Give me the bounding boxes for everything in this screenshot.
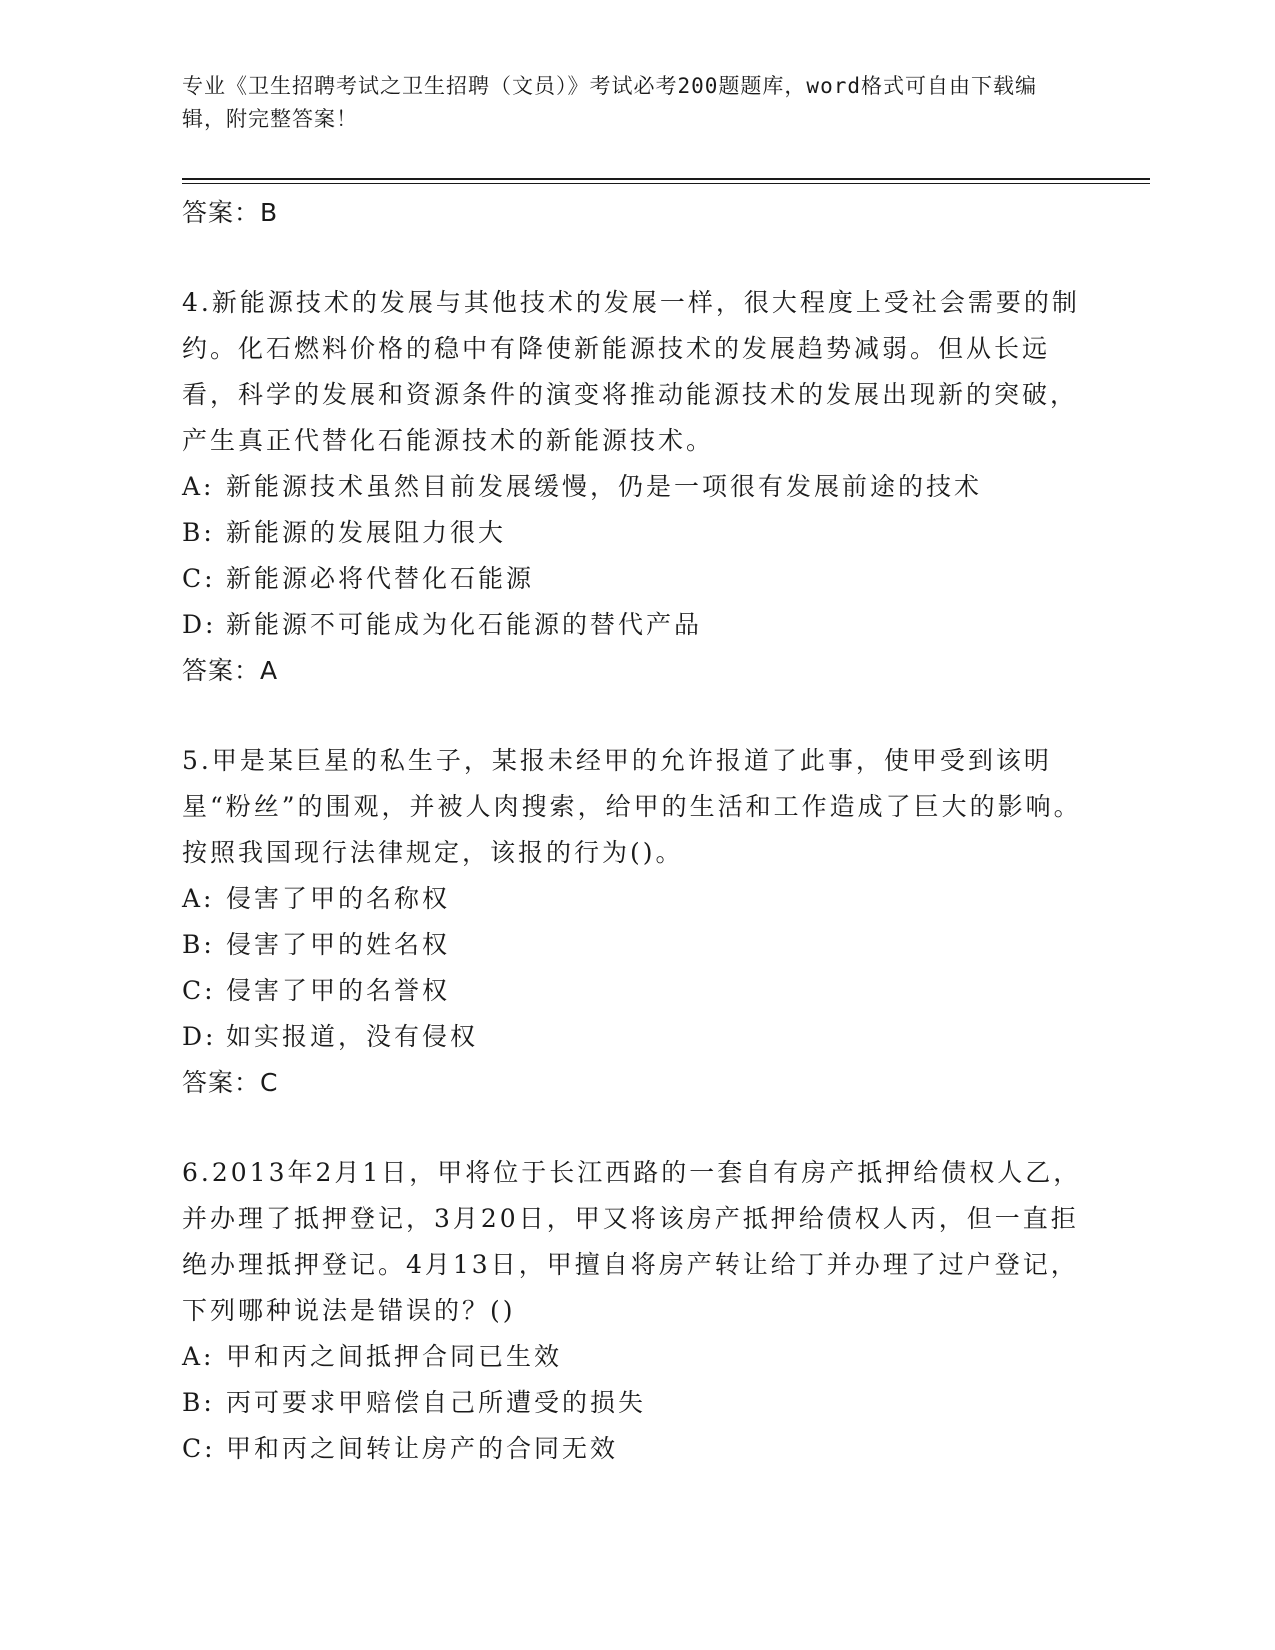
option-key: C:: [182, 976, 216, 1005]
option-text: 新能源技术虽然目前发展缓慢，仍是一项很有发展前途的技术: [226, 472, 983, 501]
option-d: [182, 602, 1082, 648]
option-c: [182, 1426, 1082, 1472]
option-text: 甲和丙之间转让房产的合同无效: [226, 1434, 619, 1463]
option-key: A:: [182, 884, 215, 913]
option-key: B:: [182, 518, 215, 547]
option-key: A:: [182, 472, 215, 501]
answer-line: 答案：B: [182, 198, 279, 227]
option-text: 如实报道，没有侵权: [226, 1022, 479, 1051]
answer-line: 答案：C: [182, 1068, 279, 1097]
option-d: [182, 1014, 1082, 1060]
option-text: 新能源不可能成为化石能源的替代产品: [226, 610, 703, 639]
option-key: B:: [182, 930, 215, 959]
option-text: 新能源的发展阻力很大: [226, 518, 507, 547]
option-key: B:: [182, 1388, 215, 1417]
option-text: 侵害了甲的名称权: [226, 884, 451, 913]
answer-line: 答案：A: [182, 656, 279, 685]
option-key: A:: [182, 1342, 215, 1371]
header-rule-thick: [182, 178, 1150, 180]
option-key: D:: [182, 1022, 217, 1051]
option-key: D:: [182, 610, 217, 639]
option-a: [182, 464, 1082, 510]
option-a: [182, 1334, 1082, 1380]
option-text: 丙可要求甲赔偿自己所遭受的损失: [226, 1388, 647, 1417]
question-stem: 6.2013年2月1日，甲将位于长江西路的一套自有房产抵押给债权人乙，并办理了抵押登记，3月20日，甲又将该房产抵押给债权人丙，但一直拒绝办理抵押登记。4月13日，甲擅自将房产转让给丁并办理了过户登记，下列哪种说法是错误的？(): [182, 1158, 1082, 1325]
document-header: 专业《卫生招聘考试之卫生招聘（文员）》考试必考200题题库，word格式可自由下载编辑，附完整答案！: [182, 74, 1037, 131]
option-key: C:: [182, 564, 216, 593]
option-text: 侵害了甲的姓名权: [226, 930, 451, 959]
option-c: [182, 556, 1082, 602]
option-text: 侵害了甲的名誉权: [226, 976, 451, 1005]
option-b: [182, 922, 1082, 968]
option-b: [182, 510, 1082, 556]
option-b: [182, 1380, 1082, 1426]
question-stem: 4.新能源技术的发展与其他技术的发展一样，很大程度上受社会需要的制约。化石燃料价格的稳中有降使新能源技术的发展趋势减弱。但从长远看，科学的发展和资源条件的演变将推动能源技术的发展出现新的突破，产生真正代替化石能源技术的新能源技术。: [182, 288, 1080, 455]
option-c: [182, 968, 1082, 1014]
question-stem: 5.甲是某巨星的私生子，某报未经甲的允许报道了此事，使甲受到该明星“粉丝”的围观，并被人肉搜索，给甲的生活和工作造成了巨大的影响。按照我国现行法律规定，该报的行为()。: [182, 746, 1082, 867]
question-list: [182, 190, 1082, 1472]
option-text: 新能源必将代替化石能源: [226, 564, 535, 593]
option-key: C:: [182, 1434, 216, 1463]
option-a: [182, 876, 1082, 922]
option-text: 甲和丙之间抵押合同已生效: [226, 1342, 563, 1371]
header-rule-thin: [182, 183, 1150, 184]
